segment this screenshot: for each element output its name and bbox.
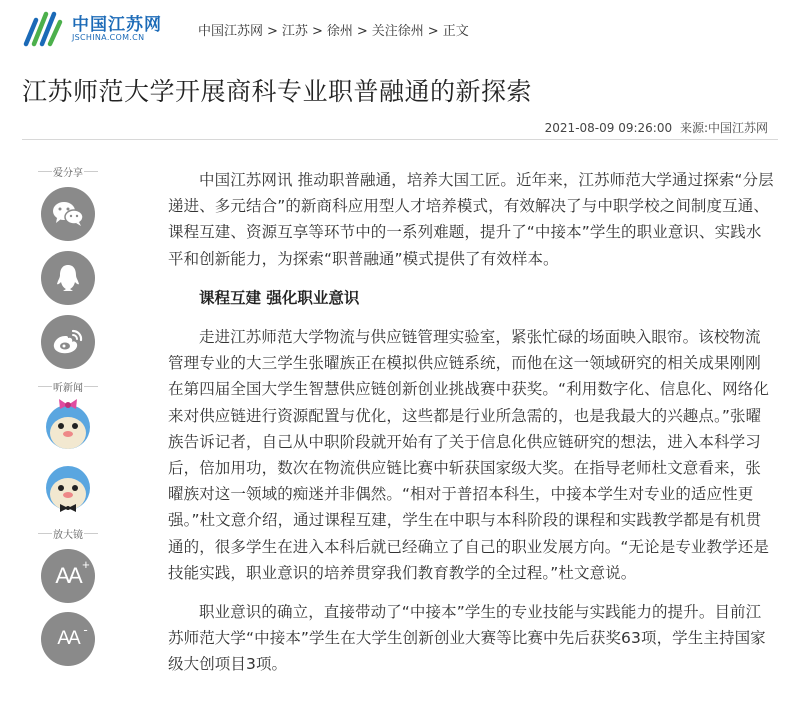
male-voice-avatar-icon	[39, 460, 97, 518]
article-meta	[541, 119, 768, 136]
breadcrumb-separator: >	[311, 24, 323, 39]
female-voice-avatar-icon	[39, 396, 97, 454]
wechat-share-button[interactable]	[41, 187, 95, 241]
site-logo[interactable]	[20, 4, 170, 48]
logo-text-en: JSCHINA.COM.CN	[72, 33, 145, 42]
article-paragraph: 中国江苏网讯 推动职普融通，培养大国工匠。近年来，江苏师范大学通过探索“分层递进、多元结合”的新商科应用型人才培养模式，有效解决了与中职学校之间制度互通、课程互建、资源互享等环节中的一系列难题，提升了“中接本”学生的职业意识、实践水平和创新能力，为探索“职普融通”模式提供了有效样本。	[168, 171, 774, 268]
title-divider	[22, 139, 778, 140]
zoom-out-icon: AA -	[57, 622, 88, 649]
breadcrumb	[198, 20, 469, 39]
logo-mark-icon	[20, 4, 64, 48]
article-paragraph: 职业意识的确立，直接带动了“中接本”学生的专业技能与实践能力的提升。目前江苏师范大学“中接本”学生在大学生创新创业大赛等比赛中先后获奖63项，学生主持国家级大创项目3项。	[168, 603, 766, 674]
article-body	[168, 167, 776, 691]
male-voice-button[interactable]	[39, 460, 97, 518]
weibo-icon	[51, 327, 85, 357]
breadcrumb-separator: >	[356, 24, 368, 39]
breadcrumb-separator: >	[267, 24, 278, 39]
article-title: 江苏师范大学开展商科专业职普融通的新探索	[22, 77, 533, 106]
publish-datetime: 2021-08-09 09:26:00	[544, 121, 673, 135]
share-label: 爱分享	[36, 164, 100, 179]
page-header	[0, 0, 800, 50]
zoom-out-button[interactable]	[41, 612, 95, 666]
article-paragraph: 走进江苏师范大学物流与供应链管理实验室，紧张忙碌的场面映入眼帘。该校物流管理专业的大三学生张曜族正在模拟供应链系统，而他在这一领域研究的相关成果刚刚在第四届全国大学生智慧供应链创新创业挑战赛中获奖。“利用数字化、信息化、网络化来对供应链进行资源配置与优化，这些都是行业所急需的，也是我最大的兴趣点。”张曜族告诉记者，自己从中职阶段就开始有了关于信息化供应链研究的想法，进入本科学习后，倍加用功，数次在物流供应链比赛中斩获国家级大奖。在指导老师杜文意看来，张曜族对这一领域的痴迷并非偶然。“相对于普招本科生，中接本学生对专业的适应性更强。”杜文意介绍，通过课程互建，学生在中职与本科阶段的课程和实践教学都是有机贯通的，很多学生在进入本科后就已经确立了自己的职业发展方向。“无论是专业教学还是技能实践，职业意识的培养贯穿我们教育教学的全过程。”杜文意说。	[168, 328, 769, 582]
zoom-in-icon: AA +	[55, 557, 90, 588]
breadcrumb-jiangsu[interactable]: 江苏	[281, 24, 308, 39]
breadcrumb-home[interactable]: 中国江苏网	[198, 24, 264, 39]
qq-share-button[interactable]	[41, 251, 95, 305]
wechat-icon	[51, 199, 85, 229]
qq-icon	[55, 263, 81, 293]
zoom-label: 放大镜	[36, 526, 100, 541]
logo-text-cn: 中国江苏网	[72, 15, 162, 35]
breadcrumb-separator: >	[427, 24, 439, 39]
article-subheading: 课程互建 强化职业意识	[199, 288, 360, 307]
source-name: 中国江苏网	[707, 121, 768, 135]
breadcrumb-focus-xuzhou[interactable]: 关注徐州	[371, 24, 424, 39]
weibo-share-button[interactable]	[41, 315, 95, 369]
breadcrumb-xuzhou[interactable]: 徐州	[326, 24, 353, 39]
source-label: 来源:	[679, 121, 708, 135]
listen-label: 听新闻	[36, 379, 100, 394]
zoom-in-button[interactable]	[41, 549, 95, 603]
breadcrumb-current: 正文	[442, 24, 469, 39]
female-voice-button[interactable]	[39, 396, 97, 454]
